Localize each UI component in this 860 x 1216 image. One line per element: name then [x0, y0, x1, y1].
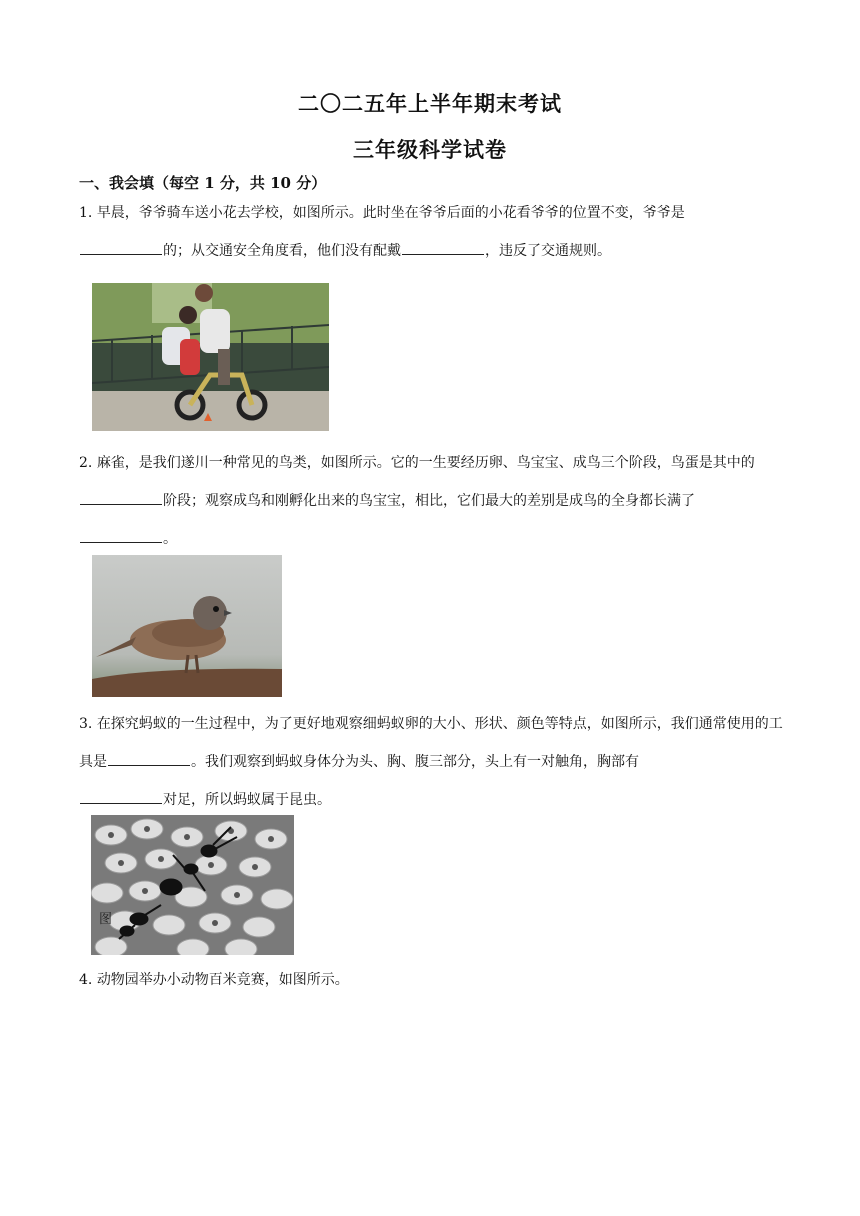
- question-text: 阶段；观察成鸟和刚孵化出来的鸟宝宝，相比，它们最大的差别是成鸟的全身都长满了: [163, 493, 695, 509]
- question-text: 。: [163, 531, 177, 547]
- question-text: 早晨，爷爷骑车送小花去学校，如图所示。此时坐在爷爷后面的小花看爷爷的位置不变，爷爷是: [96, 205, 685, 221]
- question-text: 麻雀，是我们遂川一种常见的鸟类，如图所示。它的一生要经历卵、鸟宝宝、成鸟三个阶段，鸟蛋是其中的: [96, 455, 755, 471]
- answer-blank[interactable]: [108, 751, 190, 766]
- ant-eggs-photo: [91, 815, 294, 955]
- question-text: 对足，所以蚂蚁属于昆虫。: [163, 792, 331, 808]
- question-text: 。我们观察到蚂蚁身体分为头、胸、腹三部分，头上有一对触角，胸部有: [191, 754, 639, 770]
- question-text: ，违反了交通规则。: [485, 243, 611, 259]
- question-number: 4.: [79, 972, 93, 988]
- answer-blank[interactable]: [80, 240, 162, 255]
- question-2: [79, 444, 784, 558]
- question-3: [79, 705, 784, 819]
- question-text: 动物园举办小动物百米竞赛，如图所示。: [96, 972, 349, 988]
- question-1: [79, 194, 784, 270]
- question-number: 3.: [79, 716, 93, 732]
- question-number: 1.: [79, 205, 93, 221]
- section-heading: 一、我会填（每空 1 分，共 10 分）: [79, 174, 327, 192]
- bike-photo: [92, 283, 329, 431]
- answer-blank[interactable]: [80, 789, 162, 804]
- sparrow-photo: [92, 555, 282, 697]
- question-4: [79, 961, 784, 999]
- question-text: 的；从交通安全角度看，他们没有配戴: [163, 243, 401, 259]
- question-text: 在探究蚂蚁的一生过程中，为了更好地观察细蚂蚁卵的大小、形状、颜色等特点，如图所示，我们通常使用的工具是: [79, 716, 783, 770]
- exam-subtitle: 三年级科学试卷: [353, 137, 507, 162]
- answer-blank[interactable]: [402, 240, 484, 255]
- question-number: 2.: [79, 455, 93, 471]
- answer-blank[interactable]: [80, 528, 162, 543]
- answer-blank[interactable]: [80, 490, 162, 505]
- photo-caption: 图: [99, 912, 113, 927]
- exam-title: 二〇二五年上半年期末考试: [298, 91, 562, 116]
